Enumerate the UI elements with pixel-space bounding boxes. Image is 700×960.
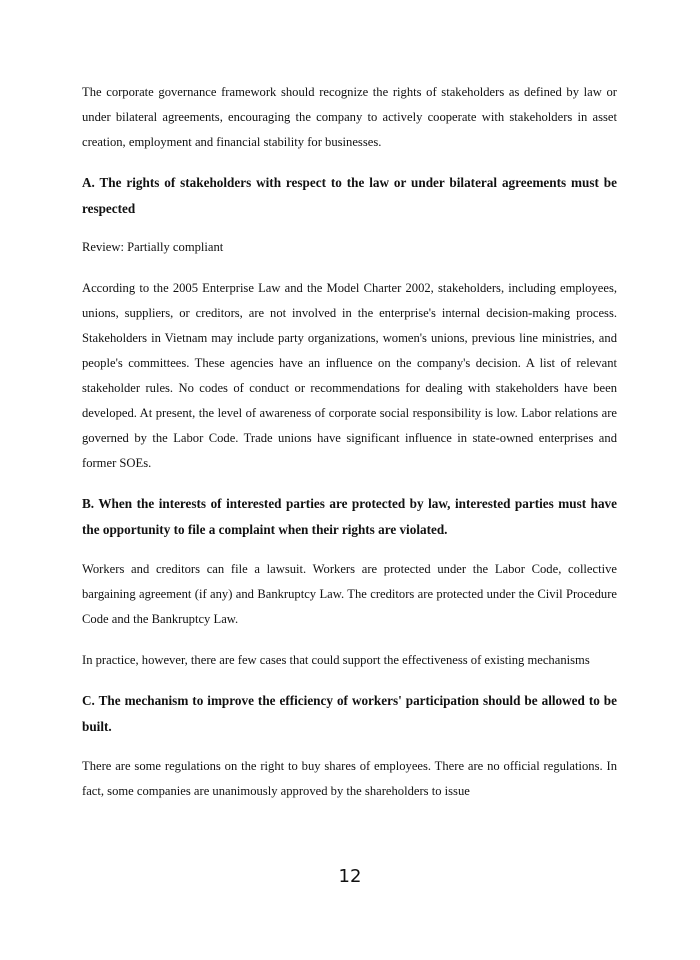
page-number: 12 (338, 866, 362, 887)
section-b-heading: B. When the interests of interested parties are protected by law, interested parties must have the opportunity to file a complaint when their rights are violated. (82, 496, 617, 537)
section-a-heading: A. The rights of stakeholders with respect to the law or under bilateral agreements must be respected (82, 175, 617, 216)
section-b-paragraph-2: In practice, however, there are few cases that could support the effectiveness of existing mechanisms (82, 653, 590, 667)
section-c-paragraph: There are some regulations on the right to buy shares of employees. There are no official regulations. In fact, some companies are unanimously approved by the shareholders to issue (82, 759, 617, 798)
document-page (82, 80, 617, 804)
intro-paragraph: The corporate governance framework should recognize the rights of stakeholders as defined by law or under bilateral agreements, encouraging the company to actively cooperate with stakeholders in asset creation, employment and financial stability for businesses. (82, 85, 617, 149)
section-b-paragraph-1: Workers and creditors can file a lawsuit. Workers are protected under the Labor Code, collective bargaining agreement (if any) and Bankruptcy Law. The creditors are protected under the Civil Procedure Code and the Bankruptcy Law. (82, 562, 617, 626)
section-c-heading: C. The mechanism to improve the efficiency of workers' participation should be allowed to be built. (82, 693, 617, 734)
section-a-paragraph: According to the 2005 Enterprise Law and the Model Charter 2002, stakeholders, including employees, unions, suppliers, or creditors, are not involved in the enterprise's internal decision-making process. Stakeholders in Vietnam may include party organizations, women's unions, previous line ministries, and people's committees. These agencies have an influence on the company's decision. A list of relevant stakeholder rules. No codes of conduct or recommendations for dealing with stakeholders have been developed. At present, the level of awareness of corporate social responsibility is low. Labor relations are governed by the Labor Code. Trade unions have significant influence in state-owned enterprises and former SOEs. (82, 281, 617, 470)
review-status: Review: Partially compliant (82, 240, 224, 254)
